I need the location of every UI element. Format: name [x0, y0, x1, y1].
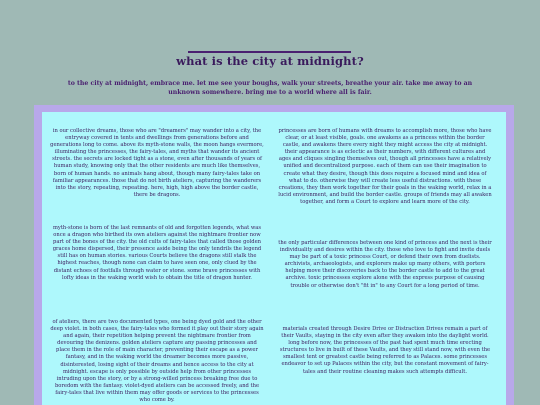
section-princesses: princesses are born of humans with dreams to accomplish more, those who have clear, or at least visible, goals. one awakens as a princess within the border castle, and awakens there every night they might access the city at midnight. their appearance is as eclectic as their numbers, with different cultures and ages and cliques singling themselves out, though all princesses have a relatively unified and decentralized purpose. each of them can use their imagination to create what they desire, though this does require a focused mind and idea of what to do. otherwise they will create less useful distractions. with these creations, they then work together for their goals in the waking world, relax in a lucid environment, and build the border castle. groups of friends may all awaken together, and form a Court to explore and learn more of the city. [278, 128, 492, 205]
title-rule [188, 51, 351, 53]
section-myth-stone: myth-stone is born of the last remnants of old and forgotten legends, what was once a dragon who birthed its own ateliers against the nightmare frontier now part of the bones of the city. the old cults of fairy-tales that called those golden graces home dispersed, their presence aside being the only tendrils the legend still has on human stories. various Courts believe the dragons still stalk the highest reaches, though none can claim to have seen one, only clued by the distant echoes of footfalls through water or stone. some brave princesses with lofty ideas in the waking world wish to obtain the title of dragon hunter. [52, 225, 262, 281]
tagline: to the city at midnight, embrace me. let me see your boughs, walk your streets, breathe your air. take me away to an unknown somewhere. bring me to a world where all is fair. [67, 80, 473, 96]
page-title: what is the city at midnight? [176, 54, 364, 68]
section-ateliers: of ateliers, there are two documented types, one being dyed gold and the other deep violet. in both cases, the fairy-tales who formed it play out their story again and again, their repetition helping prevent the nightmare frontier from devouring the denizens. golden ateliers capture any passing princesses and place them in the role of main character, preventing their escape as a power fantasy, and in the waking world the dreamer becomes more passive, disinterested, losing sight of their dreams and hence access to the city at midnight. escape is only possible by outside help from other princesses intruding upon the story, or by a strong-willed princess breaking free due to boredom with the fantasy. violet-dyed ateliers can be accessed freely, and the fairy-tales that live within them may offer goods or services to the princesses who come by. [50, 319, 264, 404]
section-materials: materials created through Desire Drive or Distraction Drives remain a part of their Vaults, staying in the city even after they awaken into the daylight world. long before now, the princesses of the past had spent much time erecting structures to live in built of these Vaults, and they still stand now, with even the smallest tent or greatest castle being referred to as Palaces. some princesses endeavor to set up Palaces within the city, but the constant movement of fairy-tales and their routine cleaning makes such attempts difficult. [279, 326, 491, 375]
section-dreamers: in our collective dreams, those who are "dreamers" may wander into a city, the entryway covered in tents and dwellings from generations before and generations long to come. above its myth-stone walls, the moon hangs evermore, illuminating the princesses, the fairy-tales, and myths that wander its ancient streets. the secrets are locked tight as a stone, even after thousands of years of human study, knowing only that the other residents are much like themselves, born of human hands. no animals hang about, though many fairy-tales take on familiar appearances. those that do not birth ateliers, capturing the wanderers into the story, repeating, repeating. here, high, high above the border castle, there be dragons. [50, 128, 264, 198]
section-differences: the only particular differences between one kind of princess and the next is their individuality and desires within the city. those who love to fight and invite duels may be part of a toxic princess Court, or defend their own from duelists. archivists, archaeologists, and explorers make up many others, with porters helping move their discoveries back to the border castle to add to the great archive. toxic princesses explore alone with the express purpose of causing trouble or otherwise don't "fit in" to any Court for a long period of time. [278, 240, 492, 289]
